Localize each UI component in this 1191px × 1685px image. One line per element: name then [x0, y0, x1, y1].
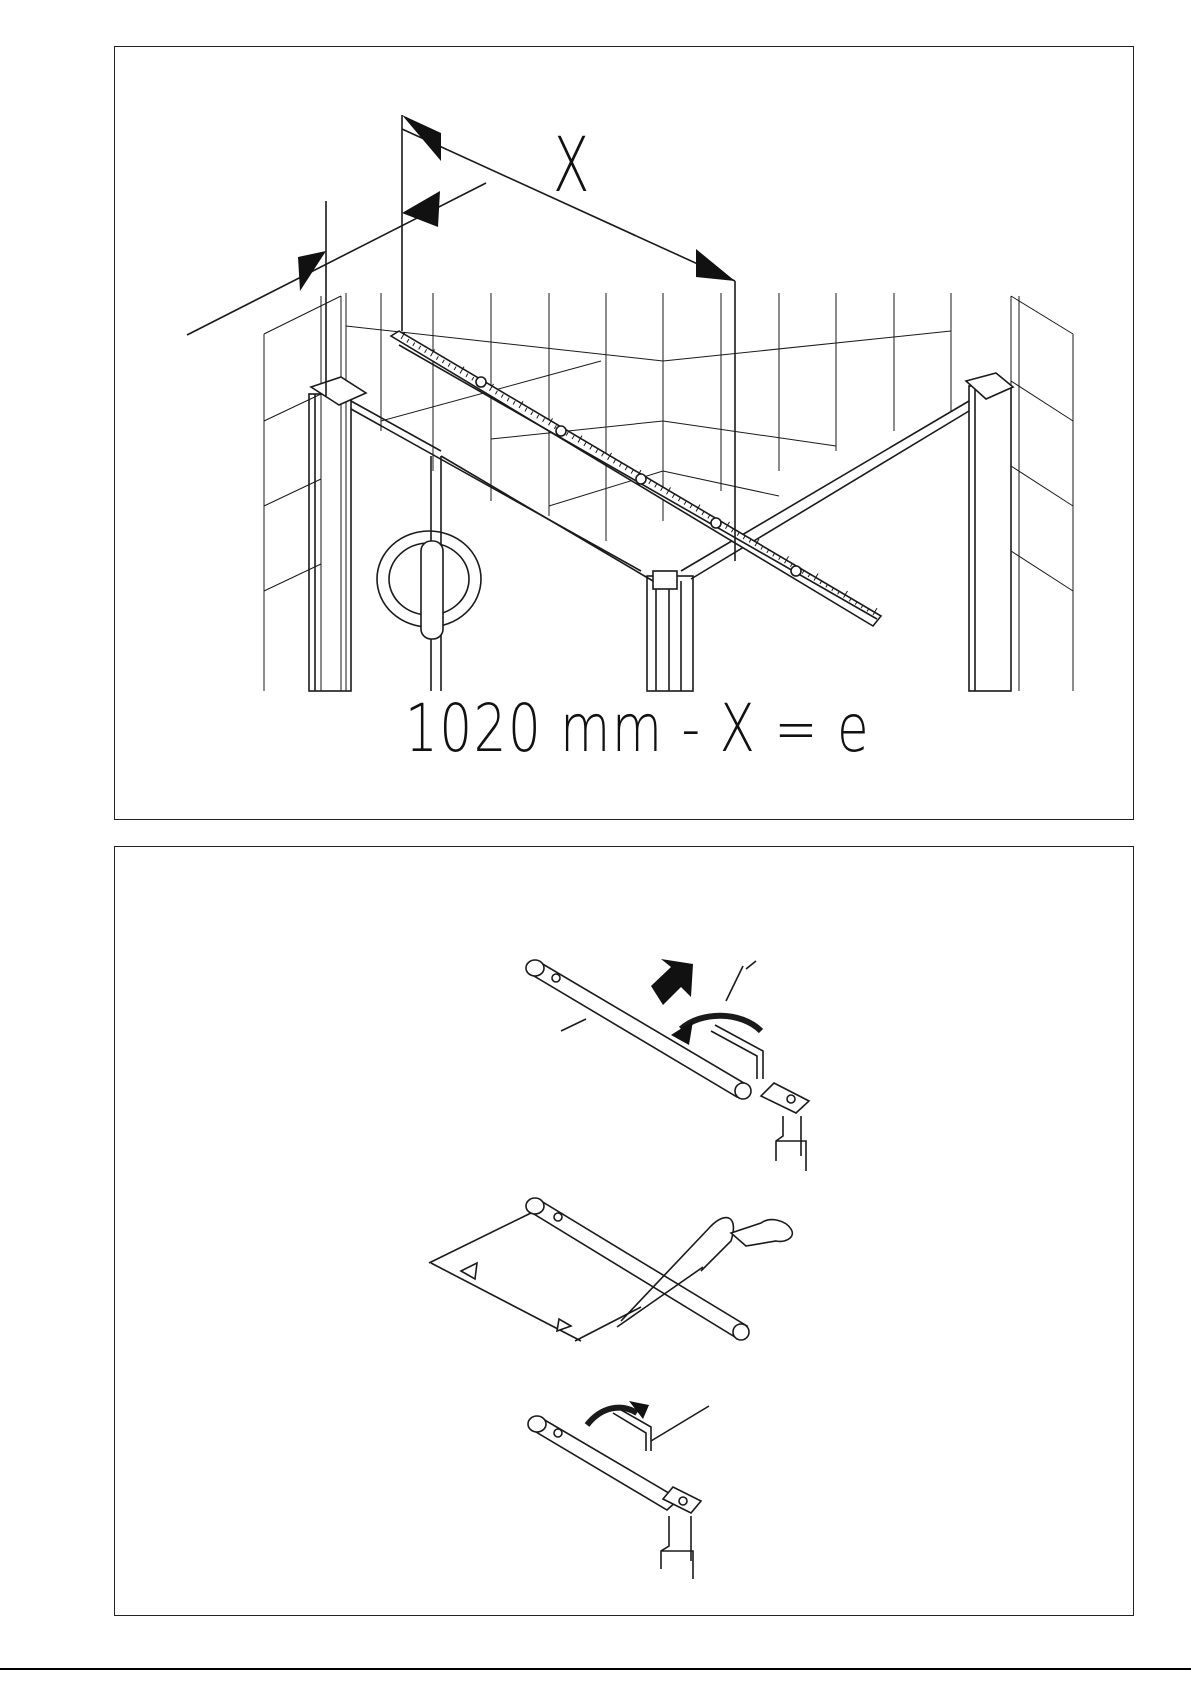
- step-remove-bar: [526, 959, 809, 1171]
- right-wall-tiles: [1011, 296, 1073, 691]
- corner-post: [647, 571, 693, 691]
- dimension-x-label: X: [553, 120, 590, 209]
- measurement-diagram-panel: [114, 46, 1134, 820]
- cut-length-formula: 1020 mm - X = e: [405, 690, 871, 767]
- door-handle: [377, 531, 481, 639]
- cutting-steps-panel: [114, 846, 1134, 1616]
- page-footer-rule: [0, 1668, 1191, 1670]
- measuring-ruler: [391, 331, 881, 626]
- wall-brackets: [311, 373, 1013, 405]
- step-cut-bar: [429, 1198, 792, 1341]
- step-tighten-screw: [528, 1401, 709, 1579]
- left-wall-tiles: [264, 296, 341, 691]
- door-panel: [309, 394, 653, 691]
- cutting-steps-drawing: [115, 847, 1135, 1617]
